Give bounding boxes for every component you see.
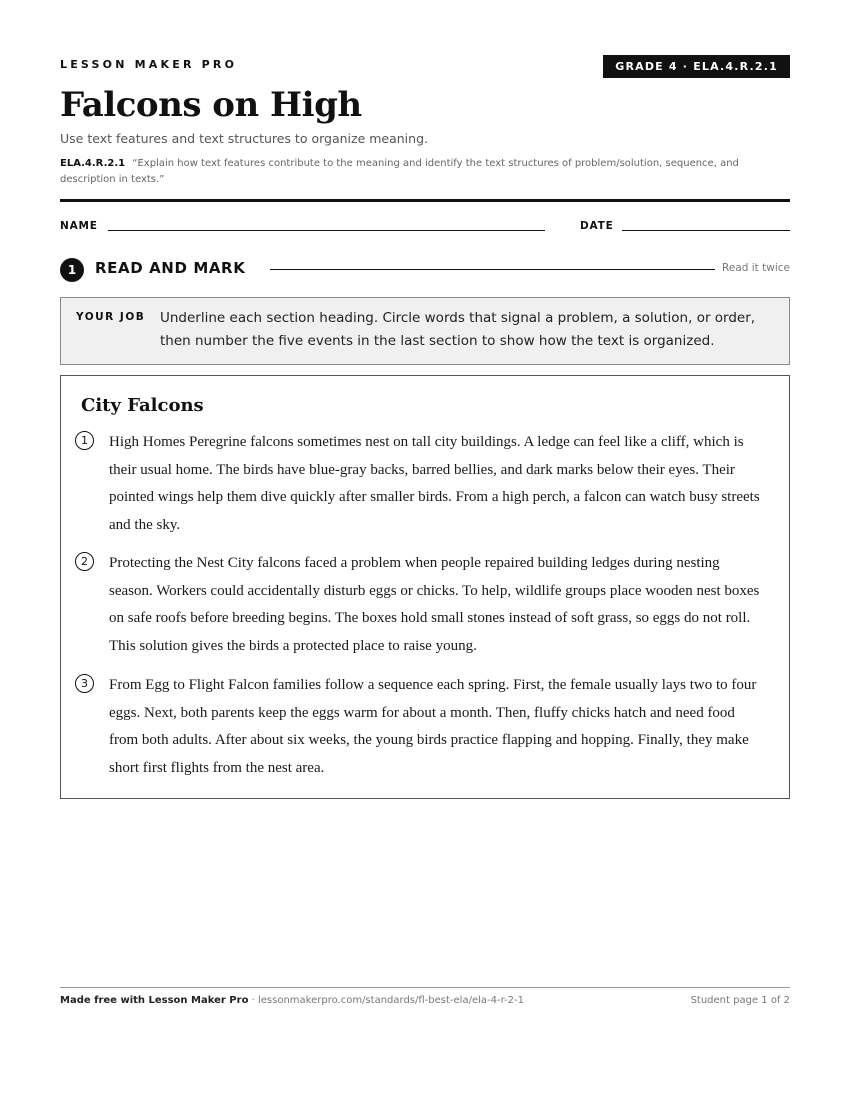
worksheet-page	[60, 0, 790, 1100]
paragraph-number: 2	[75, 552, 94, 571]
name-field[interactable]	[108, 230, 545, 231]
section-number-badge: 1	[60, 258, 84, 282]
section-title: READ AND MARK	[95, 259, 246, 277]
footer-credit	[60, 995, 524, 1006]
reading-passage	[60, 375, 790, 799]
page-title: Falcons on High	[60, 85, 362, 125]
paragraph-text: From Egg to Flight Falcon families follow a sequence each spring. First, the female usually lays two to four eggs. Next, both parents keep the eggs warm for about a month. Then, fluffy chicks hatch and need food from both adults. After about six weeks, the young birds practice flapping and hopping. Finally, they make short first flights from the nest area.	[109, 677, 757, 776]
date-label: DATE	[580, 220, 614, 232]
instructions-label: YOUR JOB	[76, 311, 146, 323]
paragraph-number: 1	[75, 431, 94, 450]
footer-url[interactable]: · lessonmakerpro.com/standards/fl-best-ela/ela-4-r-2-1	[248, 995, 524, 1006]
section-divider	[270, 269, 715, 270]
paragraph-text: High Homes Peregrine falcons sometimes nest on tall city buildings. A ledge can feel like a cliff, which is their usual home. The birds have blue-gray backs, barred bellies, and dark marks below their eyes. Their pointed wings help them dive quickly after smaller birds. From a high perch, a falcon can watch busy streets and the sky.	[109, 434, 760, 533]
section-hint: Read it twice	[722, 262, 790, 274]
grade-badge: GRADE 4 · ELA.4.R.2.1	[603, 55, 790, 78]
name-label: NAME	[60, 220, 98, 232]
instructions-box	[60, 297, 790, 365]
standard-description	[60, 156, 750, 188]
footer-page-number: Student page 1 of 2	[690, 995, 790, 1006]
brand-name: LESSON MAKER PRO	[60, 58, 238, 71]
standard-text: “Explain how text features contribute to the meaning and identify the text structures of problem/solution, sequence, and description in texts.”	[60, 158, 739, 185]
header-divider	[60, 199, 790, 202]
paragraph-number: 3	[75, 674, 94, 693]
passage-title: City Falcons	[81, 395, 204, 416]
footer-divider	[60, 987, 790, 988]
date-field[interactable]	[622, 230, 790, 231]
page-subtitle: Use text features and text structures to organize meaning.	[60, 131, 428, 146]
standard-code: ELA.4.R.2.1	[60, 158, 126, 169]
footer-made-with: Made free with Lesson Maker Pro	[60, 995, 249, 1006]
paragraph-text: Protecting the Nest City falcons faced a problem when people repaired building ledges during nesting season. Workers could accidentally disturb eggs or chicks. To help, wildlife groups place wooden nest boxes on safe roofs before breeding begins. The boxes hold small stones instead of soft grass, so eggs do not roll. This solution gives the birds a protected place to raise young.	[109, 555, 760, 654]
instructions-text: Underline each section heading. Circle words that signal a problem, a solution, or order, then number the five events in the last section to show how the text is organized.	[160, 310, 756, 349]
